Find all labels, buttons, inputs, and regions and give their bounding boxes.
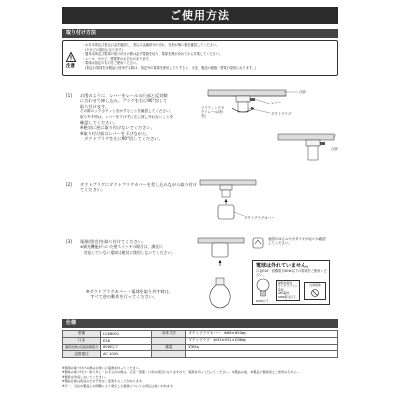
duct-rail (208, 90, 286, 96)
spec-key: 口金 (63, 337, 101, 344)
step-line: お図のように、レバーをレールの凸部と反対側 (80, 93, 168, 98)
warning-sub: 口金E26、消費電力60W以下の電球をご使用ください。 (256, 269, 327, 277)
caution-line: (やけどの原因になります) (82, 47, 123, 52)
step-2-illustration (196, 178, 266, 228)
spec-key (152, 337, 186, 344)
step-line: ダクトプラグを左に90°回してください。 (80, 136, 163, 142)
step-line: 取り外す時は、レバーを下げずに左に回し外れないことを (80, 114, 174, 119)
step-line: ※調光機能がついた壁スイッチの場合は、調光に (80, 244, 163, 250)
spec-value: 60W以下 (101, 344, 152, 351)
warning-title: 電球は外れていません。 (256, 263, 312, 269)
spec-table (62, 330, 338, 358)
step-line: その際ロックカチッと音がすることを確認してください。 (80, 109, 174, 114)
footnote: ※照明の取り付けの際はお使いに電源を切ってください。 (62, 366, 142, 370)
caution-line: (指定の電球を本製品に使用する際は、指定外の電球を使用したりすると、火災、製品の破損・感電の原因になります。) (82, 65, 257, 70)
step-1-number: [1] (66, 93, 72, 98)
bulb-type: LED電球 (278, 291, 290, 296)
footnote: ※製品仕様は改良のため予告なく変更することがあります。 (62, 379, 145, 384)
caution-line: ・器具本体及び電球の取り付けの際は必ず電源を切り、電球を熱が冷めてから作業してください。 (82, 52, 223, 57)
footnote: ※器具を改造しないでください。 (62, 374, 108, 379)
bulb-type: ミニクリプトン電球 (278, 284, 298, 292)
hand-icon (252, 236, 264, 250)
footnote: ※器具の取り付け・取り外し・お手入れの際は、火災・感電・けがの原因になりますので、電源を切って行ってください。本製品の他、本製品と器具同士ご使用のために... (62, 370, 300, 375)
bulb-types (276, 280, 300, 301)
step-line: 確認してください。 (80, 120, 118, 126)
bulb-icon (256, 278, 270, 300)
plug-label: ダクトプラグ (271, 112, 292, 116)
spec-value: ダクトプラグ：W33×H51×D38㎜ (186, 337, 338, 344)
watt-limit: 60W以下 (256, 299, 269, 303)
step-line: に合わせて挿し込み、プラグを右に90°回して (80, 98, 168, 104)
light-bulb (210, 285, 231, 308)
step-3-text (80, 239, 198, 255)
step-line: ※ダクトプラグカバー・電球を取り外す時は、 (86, 289, 174, 294)
warning-icon (66, 52, 76, 62)
footnotes (62, 366, 338, 388)
step-2-text: ダクトプラグにダクトプラグカバーを差し込みながら取り付けてください。 (80, 182, 198, 193)
plug-cover-label: ダクトプラグカバー (244, 216, 275, 220)
step-line: 電球(別売)を取り付けてください。 (80, 239, 147, 244)
plug-cover (218, 205, 234, 219)
step-3-number: [3] (66, 239, 72, 244)
rail-label: ライティングダクトレール(別売) (201, 106, 225, 119)
bulb-type: 60W相当以下 (278, 294, 296, 299)
spec-section-heading: 仕様 (62, 319, 338, 328)
page-title: ご使用方法 (62, 7, 338, 24)
step-1-text (80, 93, 198, 142)
install-section-heading: 取り付け方法 (62, 29, 338, 38)
bulb-type: 白熱電球 (309, 283, 321, 287)
step-line: すべて逆の動作を行ってください。 (86, 294, 158, 300)
spec-value: ダクトプラグカバー：Φ68×H50㎜ (186, 331, 338, 338)
step-3-note (86, 289, 173, 300)
table-row (63, 337, 338, 344)
table-row (63, 344, 338, 351)
spec-value: LCX6001 (101, 331, 152, 338)
footnote: ※万一、当社の製品上の問題により発生した損害についての責任は負いかねます。 (62, 383, 176, 388)
table-row (63, 331, 338, 338)
spec-key: 定格電圧 (63, 351, 101, 358)
spec-value (186, 351, 338, 358)
step-line: 取り付けます。 (80, 103, 109, 109)
spec-key: 適用光源の定格消費電力 (63, 344, 101, 351)
table-row (63, 351, 338, 358)
step-line: 対応していない電球は絶対に使用しないでください。 (80, 249, 175, 255)
caution-label: 注意 (66, 64, 75, 69)
caution-text (82, 43, 334, 71)
caution-line: ・電球は指定のものをご使用ください。 (82, 61, 140, 66)
step-1-illustration (198, 88, 338, 168)
spec-key: 重量 (152, 344, 186, 351)
step-2-number: [2] (66, 182, 72, 187)
projection-label-2: 凸部 (331, 147, 338, 151)
no-icon (311, 288, 319, 298)
spec-key (152, 351, 186, 358)
incandescent-box (304, 282, 326, 300)
spec-key: 型番 (63, 331, 101, 338)
side-note: 表面のゆるみやガタツキがないか確認してください。 (268, 237, 326, 246)
caution-line: ・レール、やけど、感電等のおそれがあります。 (82, 56, 152, 61)
lever-label: レバー (271, 101, 281, 105)
projection-label: 凸部 (299, 90, 306, 94)
spec-value: 約65g (186, 344, 338, 351)
step-line: ※絶対に逆に取り付けないでください。 (80, 125, 155, 131)
bulb-type: 耐熱性電球 (278, 280, 292, 285)
step-line: ※取り付け前はレバーを下げながら、 (80, 130, 151, 136)
lever (250, 98, 255, 101)
step-3-illustration (196, 236, 256, 318)
spec-value: E26 (101, 337, 152, 344)
spec-key: 本体寸法 (152, 331, 186, 338)
caution-line: ・お灯本体及び差込口金を確認し、差込み金属部分の汚れ、変形が無い事を確認してください。 (82, 43, 220, 47)
spec-value: AC 100V (101, 351, 152, 358)
